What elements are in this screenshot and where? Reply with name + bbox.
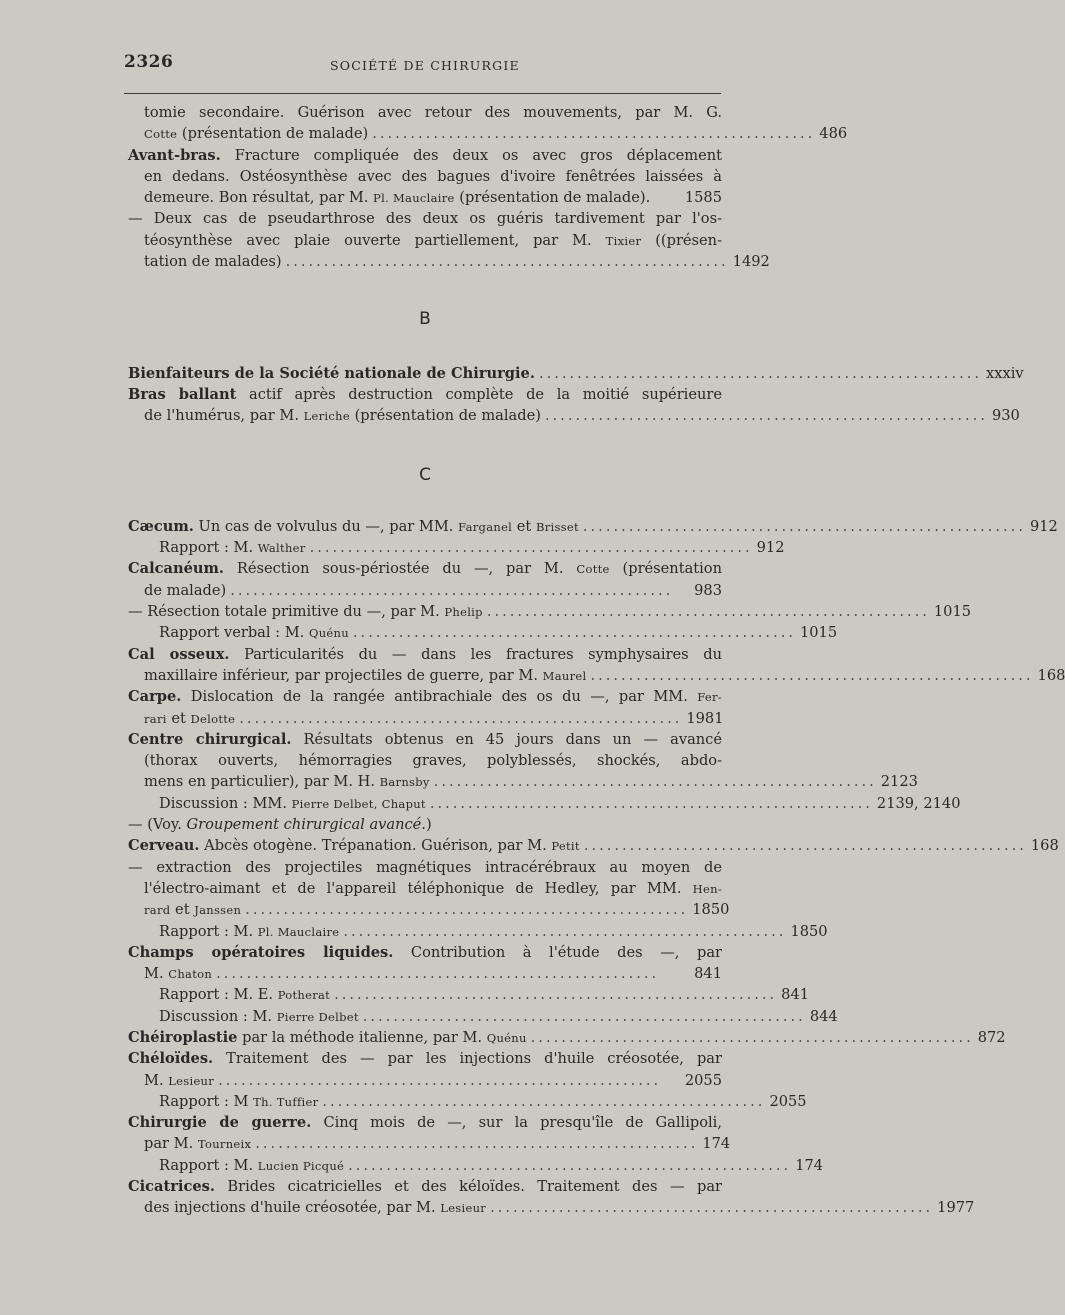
- index-line: Cotte (présentation de malade) .......................................................... 486: [144, 125, 848, 143]
- header-rule: [124, 93, 721, 94]
- index-line: mens en particulier), par M. H. Barnsby .......................................................... 2123: [144, 773, 918, 791]
- index-line: tation de malades) .......................................................... 1492: [144, 253, 770, 271]
- index-entry: Champs opératoires liquides. Contribution à l'étude des —, par: [128, 943, 722, 961]
- index-entry: Bienfaiteurs de la Société nationale de Chirurgie. .......................................................... xxxiv: [128, 364, 1024, 382]
- index-line: de l'humérus, par M. Leriche (présentation de malade) .......................................................... 930: [144, 407, 1020, 425]
- index-line: en dedans. Ostéosynthèse avec des bagues d'ivoire fenêtrées laissées à: [144, 167, 722, 185]
- index-entry: Chirurgie de guerre. Cinq mois de —, sur la presqu'île de Gallipoli,: [128, 1114, 722, 1132]
- index-line: — (Voy. Groupement chirurgical avancé.): [128, 816, 432, 834]
- index-line: demeure. Bon résultat, par M. Pl. Mauclaire (présentation de malade). 1585: [144, 189, 722, 207]
- index-entry: Cæcum. Un cas de volvulus du —, par MM. Farganel et Brisset .......................................................... 912: [128, 517, 1058, 535]
- index-line: l'électro-aimant et de l'appareil téléphonique de Hedley, par MM. Hen-: [144, 879, 722, 897]
- index-line: téosynthèse avec plaie ouverte partiellement, par M. Tixier ((présen-: [144, 231, 723, 249]
- index-line: Rapport : M Th. Tuffier .......................................................... 2055: [159, 1092, 807, 1110]
- index-entry: Calcanéum. Résection sous-périostée du —, par M. Cotte (présentation: [128, 560, 722, 578]
- index-line: Discussion : M. Pierre Delbet .......................................................... 844: [159, 1007, 838, 1025]
- index-entry: Carpe. Dislocation de la rangée antibrachiale des os du —, par MM. Fer-: [128, 688, 722, 706]
- section-letter-b: B: [419, 309, 431, 330]
- index-line: Rapport : M. Lucien Picqué .......................................................... 174: [159, 1156, 824, 1174]
- index-line: par M. Tourneix .......................................................... 174: [144, 1135, 731, 1153]
- section-letter-c: C: [419, 464, 431, 485]
- index-line: — Deux cas de pseudarthrose des deux os guéris tardivement par l'os-: [128, 210, 722, 228]
- index-entry: Centre chirurgical. Résultats obtenus en 45 jours dans un — avancé: [128, 730, 722, 748]
- index-line: rari et Delotte .......................................................... 1981: [144, 709, 724, 727]
- index-entry: Cicatrices. Brides cicatricielles et des kéloïdes. Traitement des — par: [128, 1178, 722, 1196]
- index-line: des injections d'huile créosotée, par M. Lesieur .......................................................... 1977: [144, 1199, 975, 1217]
- index-line: M. Lesieur .......................................................... 2055: [144, 1071, 722, 1089]
- index-entry: Chéiroplastie par la méthode italienne, par M. Quénu .......................................................... 872: [128, 1028, 1006, 1046]
- index-entry: Bras ballant actif après destruction complète de la moitié supérieure: [128, 385, 722, 403]
- index-line: de malade) .......................................................... 983: [144, 581, 722, 599]
- index-line: Rapport verbal : M. Quénu .......................................................... 1015: [159, 624, 838, 642]
- index-entry: Cerveau. Abcès otogène. Trépanation. Guérison, par M. Petit .......................................................... 168: [128, 837, 1059, 855]
- running-head: SOCIÉTÉ DE CHIRURGIE: [330, 58, 520, 73]
- index-line: rard et Janssen .......................................................... 1850: [144, 901, 730, 919]
- page-number: 2326: [124, 52, 174, 72]
- index-line: (thorax ouverts, hémorragies graves, polyblessés, shockés, abdo-: [144, 752, 722, 770]
- index-line: — Résection totale primitive du —, par M. Phelip .......................................................... 1015: [128, 603, 972, 621]
- index-entry: Avant-bras. Fracture compliquée des deux os avec gros déplacement: [128, 146, 722, 164]
- index-line: Rapport : M. E. Potherat .......................................................... 841: [159, 986, 810, 1004]
- index-line: — extraction des projectiles magnétiques intracérébraux au moyen de: [128, 858, 722, 876]
- index-line: Rapport : M. Pl. Mauclaire .......................................................... 1850: [159, 922, 828, 940]
- index-line: maxillaire inférieur, par projectiles de guerre, par M. Maurel .......................................................... 168: [144, 666, 1065, 684]
- index-content: [128, 102, 1065, 1219]
- index-entry: Cal osseux. Particularités du — dans les fractures symphysaires du: [128, 645, 722, 663]
- index-line: Discussion : MM. Pierre Delbet, Chaput .......................................................... 2139, 2140: [159, 794, 961, 812]
- index-line: M. Chaton .......................................................... 841: [144, 965, 722, 983]
- index-line: Rapport : M. Walther .......................................................... 912: [159, 539, 785, 557]
- index-entry: Chéloïdes. Traitement des — par les injections d'huile créosotée, par: [128, 1050, 722, 1068]
- index-line: tomie secondaire. Guérison avec retour des mouvements, par M. G.: [144, 104, 722, 121]
